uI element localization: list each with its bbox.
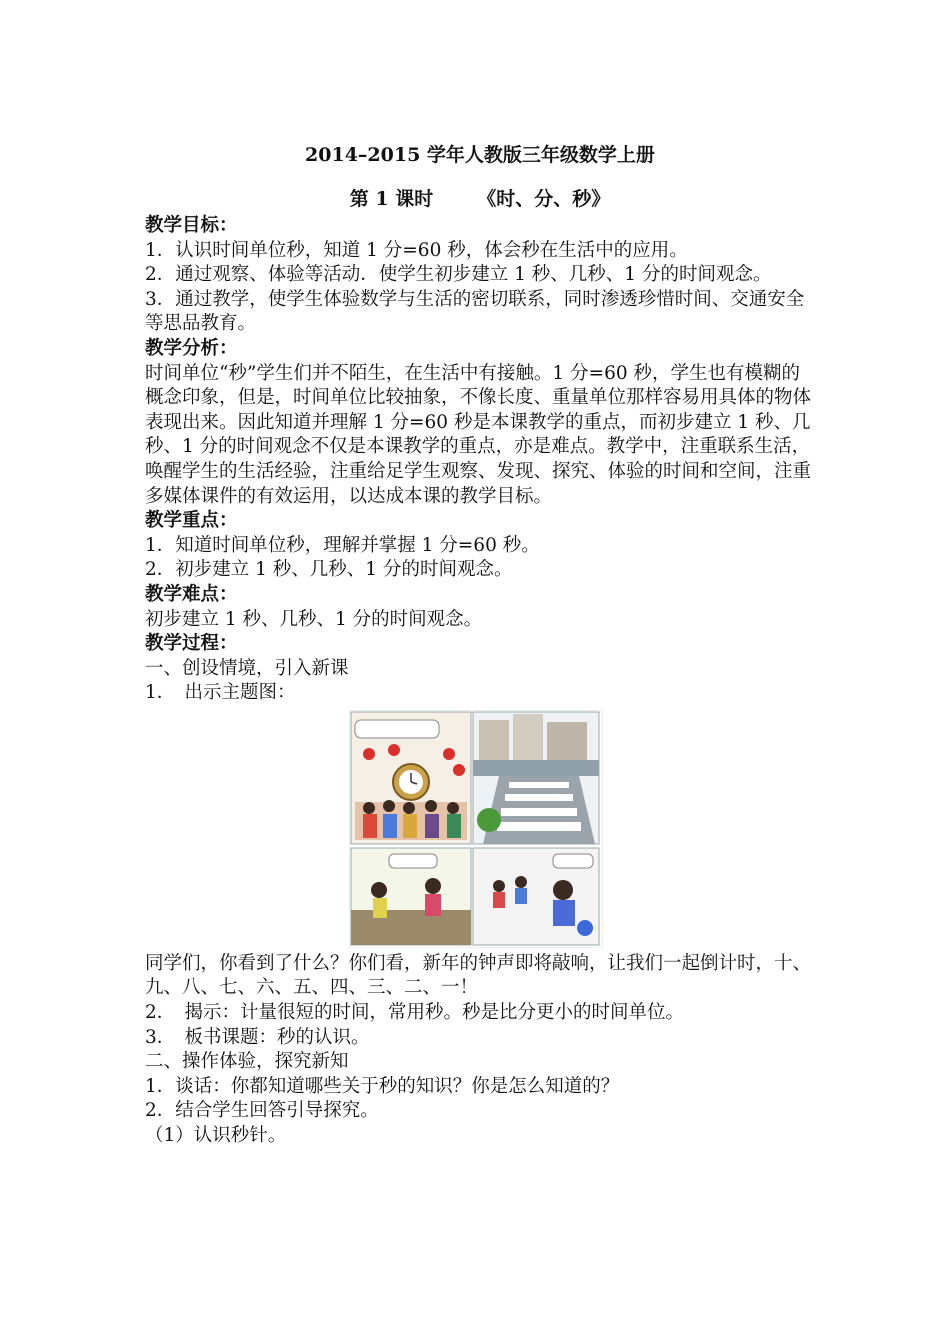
key-point-item: 1．知道时间单位秒，理解并掌握 1 分=60 秒。: [145, 534, 540, 556]
key-point-item: 2．初步建立 1 秒、几秒、1 分的时间观念。: [145, 559, 513, 581]
analysis-heading: 教学分析：: [145, 337, 238, 359]
difficulty-text: 初步建立 1 秒、几秒、1 分的时间观念。: [145, 608, 483, 630]
process-step: 二、操作体验，探究新知: [145, 1051, 349, 1073]
panel-children-playing: [473, 848, 599, 945]
theme-illustration: [349, 710, 603, 948]
panel-new-year-clock: [351, 712, 471, 844]
document-title: 2014–2015 学年人教版三年级数学上册: [305, 144, 655, 166]
process-heading: 教学过程：: [145, 633, 238, 655]
lesson-number: 第 1 课时: [349, 188, 434, 210]
difficulty-heading: 教学难点：: [145, 583, 238, 605]
key-points-heading: 教学重点：: [145, 510, 238, 532]
lesson-subtitle: [145, 186, 815, 212]
goal-item: 1．认识时间单位秒，知道 1 分=60 秒，体会秒在生活中的应用。: [145, 239, 688, 261]
theme-illustration-image: [349, 710, 603, 948]
process-step: 2． 揭示：计量很短的时间，常用秒。秒是比分更小的时间单位。: [145, 1002, 685, 1024]
process-step: 一、创设情境，引入新课: [145, 657, 349, 679]
panel-running-race: [351, 848, 471, 945]
process-step: 同学们，你看到了什么？你们看，新年的钟声即将敲响，让我们一起倒计时，十、九、八、七、六、五、四、三、二、一！: [145, 952, 812, 999]
goals-heading: 教学目标：: [145, 215, 238, 236]
process-step: 2．结合学生回答引导探究。: [145, 1100, 379, 1122]
lesson-topic: 《时、分、秒》: [477, 188, 611, 210]
process-step: 1． 出示主题图：: [145, 682, 296, 704]
goal-item: 2．通过观察、体验等活动．使学生初步建立 1 秒、几秒、1 分的时间观念。: [145, 264, 772, 286]
document-body: [145, 142, 815, 1149]
process-step: （1）认识秒针。: [145, 1125, 287, 1147]
analysis-paragraph: 时间单位“秒”学生们并不陌生，在生活中有接触。1 分=60 秒，学生也有模糊的概念印象，但是，时间单位比较抽象，不像长度、重量单位那样容易用具体的物体表现出来。因此知道并理解 1 分=60 秒是本课教学的重点，而初步建立 1 秒、几秒、1 分的时间观念不仅是本课教学的重点，亦是难点。教学中，注重联系生活，唤醒学生的生活经验，注重给足学生观察、发现、探究、体验的时间和空间，注重多媒体课件的有效运用，以达成本课的教学目标。: [145, 362, 812, 507]
goal-item: 3．通过教学，使学生体验数学与生活的密切联系，同时渗透珍惜时间、交通安全等思品教育。: [145, 288, 805, 335]
panel-crosswalk: [473, 712, 599, 844]
process-step: 3． 板书课题：秒的认识。: [145, 1026, 370, 1048]
process-step: 1．谈话：你都知道哪些关于秒的知识？你是怎么知道的？: [145, 1075, 620, 1097]
